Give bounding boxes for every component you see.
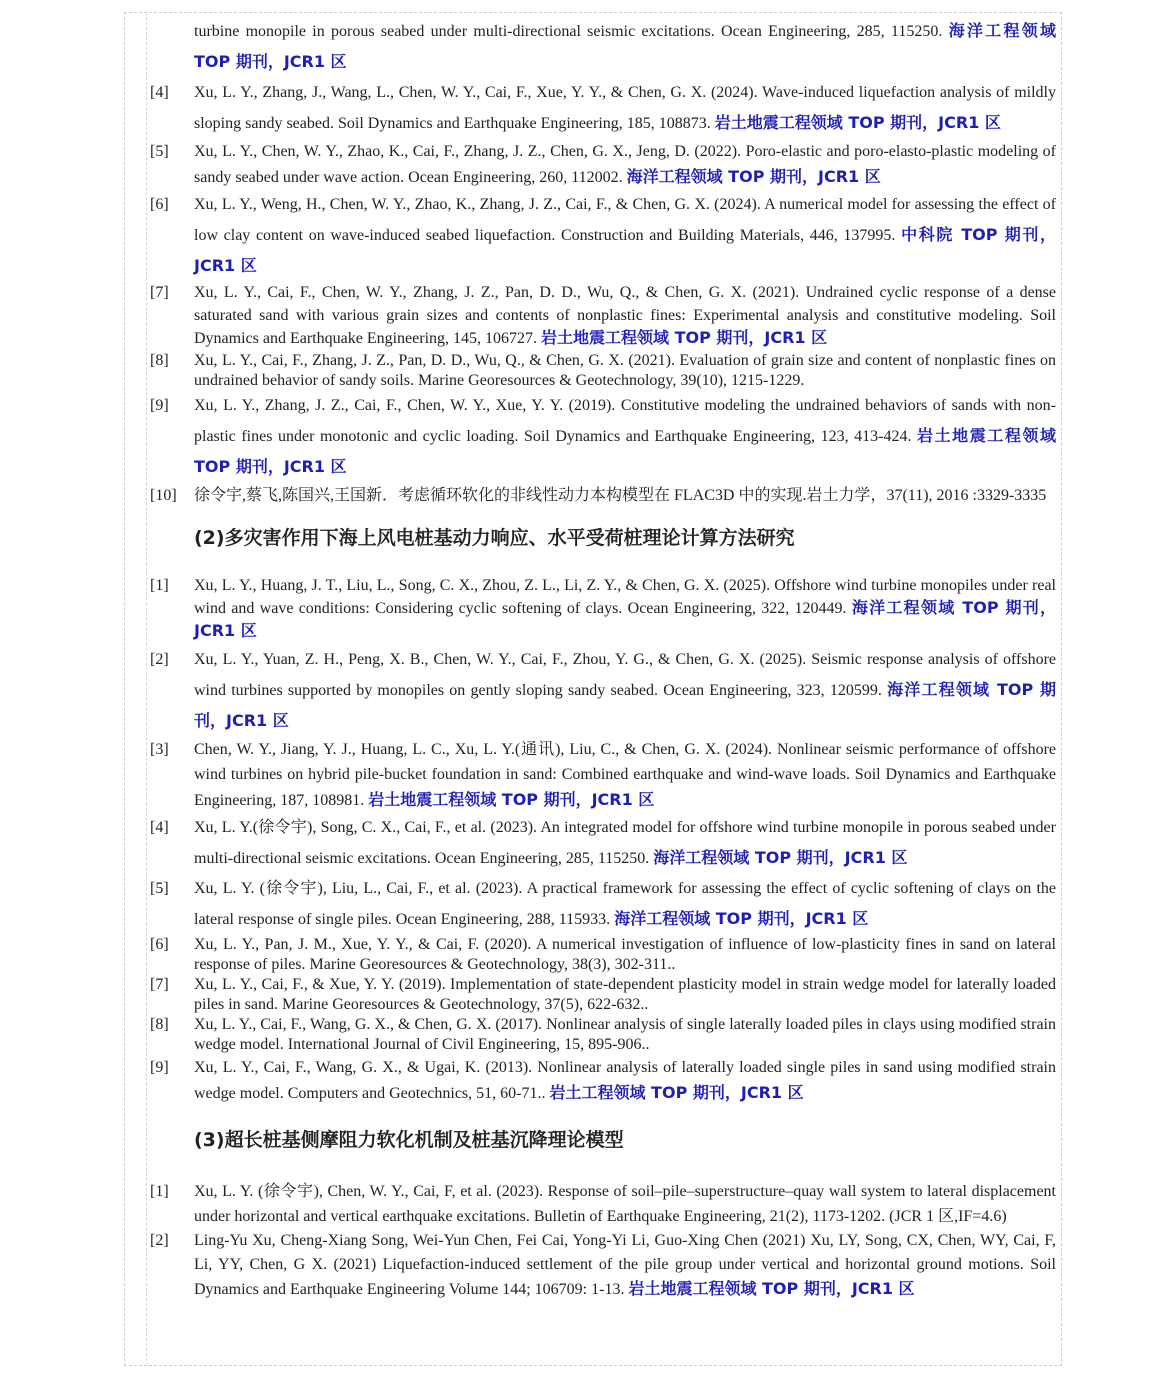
reference-number: [2] (150, 650, 169, 668)
reference-text: Xu, L. Y., Chen, W. Y., Zhao, K., Cai, F., Zhang, J. Z., Chen, G. X., Jeng, D. (2022). Poro-elastic and poro-elasto-plastic modeling of sandy seabed under wave action. Ocean Engineering, 260, 112002. (194, 143, 1056, 186)
reference-number: [8] (150, 1015, 169, 1033)
reference-number: [3] (150, 740, 169, 758)
reference-number: [1] (150, 1182, 169, 1200)
journal-rank-badge: 海洋工程领域 TOP 期刊，JCR1 区 (194, 597, 1057, 640)
reference-text: Xu, L. Y. (徐令宇), Chen, W. Y., Cai, F, et al. (2023). Response of soil–pile–superstructure–quay wall system to lateral displacement under horizontal and vertical earthquake excitations. Bulletin of Earthquake Engineering, 21(2), 1173-1202. (JCR 1 区,IF=4.6) (194, 1182, 1056, 1225)
reference-number: [5] (150, 879, 169, 897)
reference-item (150, 351, 1056, 391)
reference-item (150, 935, 1056, 975)
reference-number: [7] (150, 975, 169, 993)
reference-number: [5] (150, 143, 169, 160)
reference-item (150, 1055, 1056, 1106)
journal-rank-badge: 海洋工程领域 TOP 期刊，JCR1 区 (653, 847, 908, 867)
reference-text: Xu, L. Y., Zhang, J. Z., Cai, F., Chen, W. Y., Xue, Y. Y. (2019). Constitutive modeling the undrained behaviors of sands with non-plastic fines under monotonic and cyclic loading. Soil Dynamics and Earthquake Engineering, 123, 413-424. (194, 396, 1056, 445)
reference-text: 徐令宇,蔡飞,陈国兴,王国新．考虑循环软化的非线性动力本构模型在 FLAC3D 中的实现.岩土力学，37(11), 2016 :3329-3335 (194, 486, 1047, 504)
reference-fragment (150, 16, 1056, 78)
reference-number: [4] (150, 818, 169, 836)
reference-item (150, 1229, 1056, 1302)
journal-rank-badge: 岩土工程领域 TOP 期刊，JCR1 区 (549, 1082, 804, 1102)
reference-text: Xu, L. Y., Cai, F., Chen, W. Y., Zhang, J. Z., Pan, D. D., Wu, Q., & Chen, G. X. (2021). Undrained cyclic response of a dense saturated sand with various grain sizes and contents of nonplastic fines: Experimental analysis and constitutive modeling. Soil Dynamics and Earthquake Engineering, 145, 106727. (194, 284, 1056, 347)
reference-text: Xu, L. Y., Yuan, Z. H., Peng, X. B., Chen, W. Y., Cai, F., Zhou, Y. G., & Chen, G. X. (2025). Seismic response analysis of offshore wind turbines supported by monopiles on gently sloping sandy seabed. Ocean Engineering, 323, 120599. (194, 650, 1056, 699)
reference-number: [6] (150, 935, 169, 953)
reference-number: [2] (150, 1231, 169, 1249)
reference-number: [1] (150, 576, 169, 594)
reference-number (150, 16, 194, 78)
reference-item (150, 874, 1056, 935)
reference-item (150, 1015, 1056, 1055)
reference-item (150, 190, 1056, 282)
reference-text: Xu, L. Y., Zhang, J., Wang, L., Chen, W. Y., Cai, F., Xue, Y. Y., & Chen, G. X. (2024). Wave-induced liquefaction analysis of mildly sloping sandy seabed. Soil Dynamics and Earthquake Engineering, 185, 108873. (194, 84, 1056, 132)
reference-text: Chen, W. Y., Jiang, Y. J., Huang, L. C., Xu, L. Y.(通讯), Liu, C., & Chen, G. X. (2024). Nonlinear seismic performance of offshore wind turbines on hybrid pile-bucket foundation in sand: Combined earthquake and wind-wave loads. Soil Dynamics and Earthquake Engineering, 187, 108981. (194, 740, 1056, 809)
reference-number: [6] (150, 196, 169, 213)
reference-item (150, 575, 1056, 643)
journal-rank-badge: 岩土地震工程领域 TOP 期刊，JCR1 区 (628, 1278, 915, 1298)
section-heading: (2)多灾害作用下海上风电桩基动力响应、水平受荷桩理论计算方法研究 (194, 526, 795, 549)
reference-number: [4] (150, 84, 169, 101)
reference-text: Xu, L. Y., Pan, J. M., Xue, Y. Y., & Cai, F. (2020). A numerical investigation of influence of low-plasticity fines in sand on lateral response of piles. Marine Georesources & Geotechnology, 38(3), 302-311.. (194, 935, 1056, 973)
journal-rank-badge: 海洋工程领域 TOP 期刊，JCR1 区 (194, 21, 1056, 71)
reference-number: [9] (150, 1058, 169, 1076)
reference-item (150, 813, 1056, 874)
journal-rank-badge: 岩土地震工程领域 TOP 期刊，JCR1 区 (368, 789, 655, 809)
column-rule (146, 12, 147, 1366)
document-content (150, 16, 1056, 1302)
reference-text: Xu, L. Y. (徐令宇), Liu, L., Cai, F., et al. (2023). A practical framework for assessing the effect of cyclic softening of clays on the lateral response of single piles. Ocean Engineering, 288, 115933. (194, 879, 1056, 928)
reference-item (150, 483, 1056, 508)
journal-rank-badge: 海洋工程领域 TOP 期刊，JCR1 区 (194, 679, 1056, 730)
reference-text: Xu, L. Y., Cai, F., Wang, G. X., & Ugai, K. (2013). Nonlinear analysis of laterally loaded single piles in sand using modified strain wedge model. Computers and Geotechnics, 51, 60-71.. (194, 1058, 1056, 1102)
reference-number: [8] (150, 351, 169, 369)
journal-rank-badge: 岩土地震工程领域 TOP 期刊，JCR1 区 (194, 425, 1056, 476)
section-heading: (3)超长桩基侧摩阻力软化机制及桩基沉降理论模型 (194, 1128, 624, 1151)
journal-rank-badge: 海洋工程领域 TOP 期刊，JCR1 区 (626, 167, 881, 186)
reference-item (150, 78, 1056, 139)
reference-item (150, 282, 1056, 351)
reference-text: Xu, L. Y., Cai, F., Zhang, J. Z., Pan, D. D., Wu, Q., & Chen, G. X. (2021). Evaluation of grain size and content of nonplastic fines on undrained behavior of sandy soils. Marine Georesources & Geotechnology, 39(10), 1215-1229. (194, 351, 1056, 389)
journal-rank-badge: 岩土地震工程领域 TOP 期刊，JCR1 区 (541, 328, 828, 347)
reference-text: Xu, L. Y., Cai, F., Wang, G. X., & Chen, G. X. (2017). Nonlinear analysis of single laterally loaded piles in clays using modified strain wedge model. International Journal of Civil Engineering, 15, 895-906.. (194, 1015, 1056, 1053)
reference-number: [10] (150, 486, 177, 504)
reference-text: Xu, L. Y., Cai, F., & Xue, Y. Y. (2019). Implementation of state-dependent plasticity model in strain wedge model for laterally loaded piles in sand. Marine Georesources & Geotechnology, 37(5), 622-632.. (194, 975, 1056, 1013)
reference-number: [7] (150, 284, 169, 301)
journal-rank-badge: 岩土地震工程领域 TOP 期刊，JCR1 区 (714, 113, 1001, 132)
reference-item (150, 645, 1056, 737)
reference-text: Xu, L. Y.(徐令宇), Song, C. X., Cai, F., et al. (2023). An integrated model for offshore wind turbine monopile in porous seabed under multi-directional seismic excitations. Ocean Engineering, 285, 115250. (194, 818, 1056, 867)
reference-item (150, 391, 1056, 483)
reference-text: Ling-Yu Xu, Cheng-Xiang Song, Wei-Yun Chen, Fei Cai, Yong-Yi Li, Guo-Xing Chen (2021) Xu, LY, Song, CX, Chen, WY, Cai, F, Li, YY, Chen, G X. (2021) Liquefaction-induced settlement of the pile group under vertical and horizontal ground motions. Soil Dynamics and Earthquake Engineering Volume 144; 106709: 1-13. (194, 1231, 1056, 1298)
reference-item (150, 975, 1056, 1015)
reference-item (150, 1179, 1056, 1229)
reference-text: turbine monopile in porous seabed under multi-directional seismic excitations. Ocean Engineering, 285, 115250. (194, 23, 943, 40)
reference-item (150, 737, 1056, 813)
journal-rank-badge: 海洋工程领域 TOP 期刊，JCR1 区 (614, 908, 869, 928)
reference-item (150, 139, 1056, 190)
journal-rank-badge: 中科院 TOP 期刊，JCR1 区 (194, 225, 1057, 275)
reference-number: [9] (150, 396, 169, 414)
reference-text: Xu, L. Y., Huang, J. T., Liu, L., Song, C. X., Zhou, Z. L., Li, Z. Y., & Chen, G. X. (2025). Offshore wind turbine monopiles under real wind and wave conditions: Considering cyclic softening of clays. Ocean Engineering, 322, 120449. (194, 576, 1056, 617)
reference-text: Xu, L. Y., Weng, H., Chen, W. Y., Zhao, K., Zhang, J. Z., Cai, F., & Chen, G. X. (2024). A numerical model for assessing the effect of low clay content on wave-induced seabed liquefaction. Construction and Building Materials, 446, 137995. (194, 196, 1056, 244)
